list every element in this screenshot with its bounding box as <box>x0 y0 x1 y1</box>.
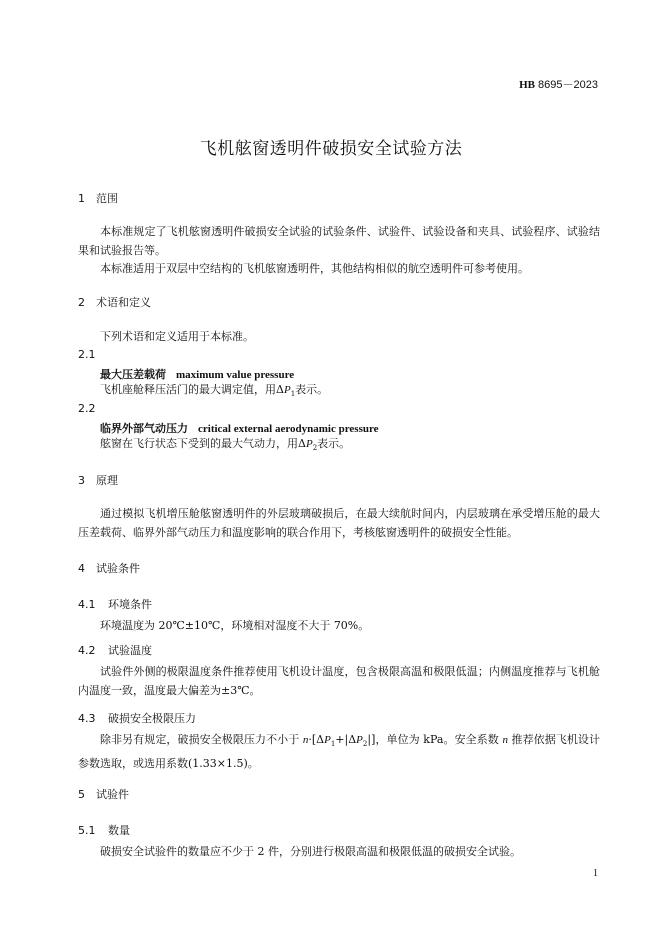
section-number: 4.1 <box>78 598 96 611</box>
standard-prefix: HB <box>519 79 535 91</box>
term-chinese: 临界外部气动压力 <box>100 422 188 435</box>
section-4-heading <box>78 560 140 576</box>
section-title: 破损安全极限压力 <box>108 712 196 725</box>
section-1-heading <box>78 190 118 206</box>
section-1-paragraph-2: 本标准适用于双层中空结构的飞机舷窗透明件，其他结构相似的航空透明件可参考使用。 <box>100 262 529 275</box>
section-2-heading <box>78 294 151 310</box>
section-3-heading <box>78 472 118 488</box>
section-number: 4 <box>78 562 85 575</box>
section-4-1-heading <box>78 596 152 612</box>
section-4-3-paragraph: 除非另有规定，破损安全极限压力不小于 $n\cdot[\Delta P_1+|\Delta P_2|]$，单位为 kPa。安全系数 n 推荐依据飞机设计参数选取，或选用系数(1.33×1.5)。 <box>78 733 601 771</box>
section-4-2-heading <box>78 642 152 658</box>
section-title: 术语和定义 <box>96 296 151 309</box>
term-chinese: 最大压差载荷 <box>100 368 166 381</box>
section-title: 试验件 <box>96 788 129 801</box>
section-title: 范围 <box>96 192 118 205</box>
section-title: 原理 <box>96 474 118 487</box>
term-2-1-number: 2.1 <box>78 348 96 361</box>
section-4-1-paragraph: 环境温度为 20℃±10℃，环境相对湿度不大于 70%。 <box>100 619 370 632</box>
term-2-2-definition: 舷窗在飞行状态下受到的最大气动力，用$\Delta P_2$表示。 <box>100 437 351 453</box>
page-number: 1 <box>593 868 598 879</box>
section-title: 环境条件 <box>108 598 152 611</box>
section-number: 4.2 <box>78 644 96 657</box>
section-5-heading <box>78 786 129 802</box>
section-number: 3 <box>78 474 85 487</box>
section-5-1-heading <box>78 822 130 838</box>
section-1-paragraph-1: 本标准规定了飞机舷窗透明件破损安全试验的试验条件、试验件、试验设备和夹具、试验程序、试验结果和试验报告等。 <box>78 225 600 257</box>
section-title: 数量 <box>108 824 130 837</box>
section-2-intro: 下列术语和定义适用于本标准。 <box>100 330 254 343</box>
section-4-3-heading <box>78 710 196 726</box>
section-4-2-paragraph: 试验件外侧的极限温度条件推荐使用飞机设计温度，包含极限高温和极限低温；内侧温度推荐与飞机舱内温度一致，温度最大偏差为±3℃。 <box>78 665 600 697</box>
document-title: 飞机舷窗透明件破损安全试验方法 <box>199 139 463 159</box>
term-english: critical external aerodynamic pressure <box>198 423 379 435</box>
section-number: 5.1 <box>78 824 96 837</box>
term-2-2-number: 2.2 <box>78 402 96 415</box>
section-number: 2 <box>78 296 85 309</box>
standard-code: 8695－2023 <box>538 79 598 91</box>
section-number: 4.3 <box>78 712 96 725</box>
standard-number <box>519 76 598 92</box>
section-number: 1 <box>78 192 85 205</box>
term-english: maximum value pressure <box>176 369 295 381</box>
section-number: 5 <box>78 788 85 801</box>
term-2-1-definition: 飞机座舱释压活门的最大调定值，用$\Delta P_1$表示。 <box>100 383 329 399</box>
section-title: 试验条件 <box>96 562 140 575</box>
section-3-paragraph: 通过模拟飞机增压舱舷窗透明件的外层玻璃破损后，在最大续航时间内，内层玻璃在承受增压舱的最大压差载荷、临界外部气动压力和温度影响的联合作用下，考核舷窗透明件的破损安全性能。 <box>78 507 600 539</box>
section-title: 试验温度 <box>108 644 152 657</box>
section-5-1-paragraph: 破损安全试验件的数量应不少于 2 件，分别进行极限高温和极限低温的破损安全试验。 <box>100 845 521 858</box>
